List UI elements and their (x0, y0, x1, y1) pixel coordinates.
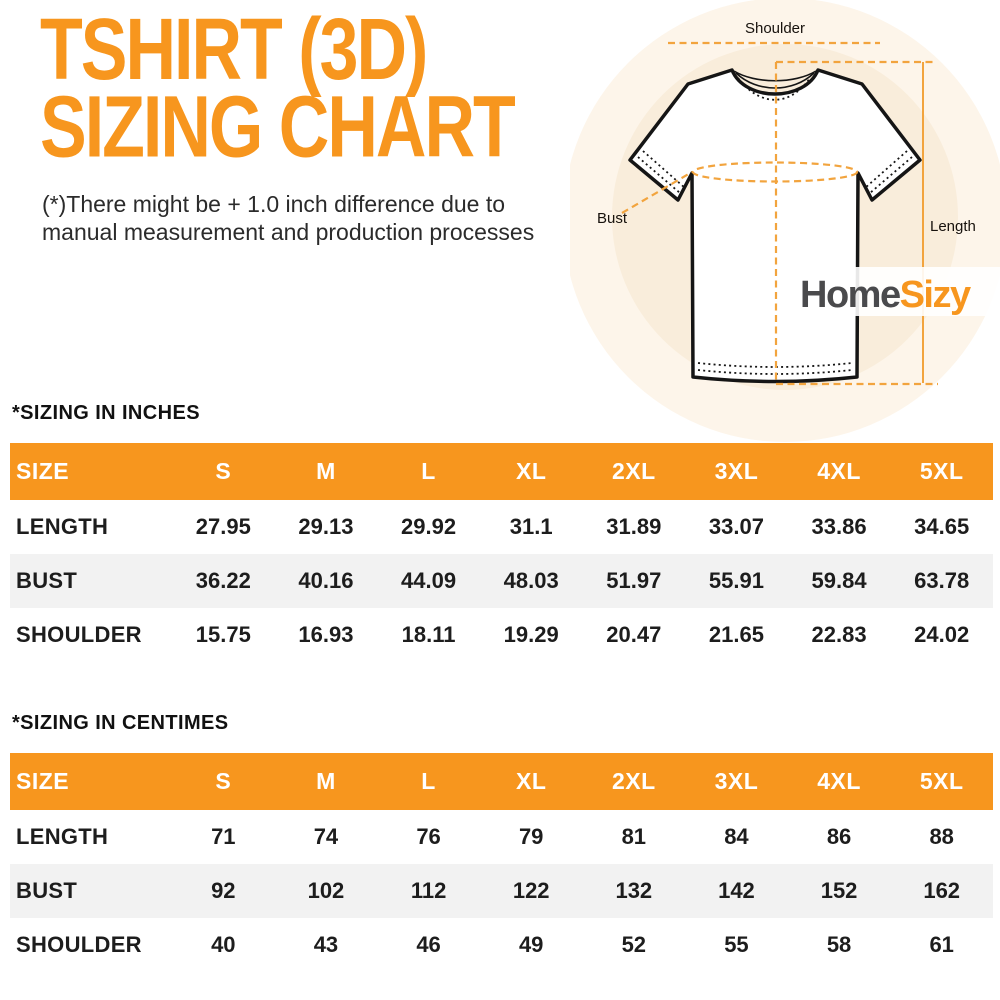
header-cell-l: L (377, 753, 480, 810)
tshirt-measurement-diagram (570, 0, 1000, 460)
header-cell-3xl: 3XL (685, 753, 788, 810)
shoulder-label: Shoulder (744, 20, 806, 37)
table-cell: 132 (583, 864, 686, 918)
table-row-bust (10, 864, 993, 918)
header-cell-m: M (275, 753, 378, 810)
table-cell: 19.29 (503, 622, 559, 647)
table-cell: 40 (211, 932, 236, 957)
table-cell: 51.97 (583, 554, 686, 608)
table-cell: 92 (172, 864, 275, 918)
table-cell: 31.89 (606, 514, 662, 539)
header-cell-4xl: 4XL (788, 753, 891, 810)
header-cell-s: S (172, 753, 275, 810)
row-label: LENGTH (16, 824, 109, 849)
header-cell-size: SIZE (10, 443, 172, 500)
header-cell-5xl: 5XL (890, 753, 993, 810)
table-cell: 18.11 (401, 622, 456, 647)
table-cell: 22.83 (811, 622, 867, 647)
centimeters-size-table (10, 753, 993, 972)
table-cell: 21.65 (708, 622, 764, 647)
brand-logo-home: Home (800, 274, 900, 316)
inches-section-title: *SIZING IN INCHES (12, 402, 200, 424)
inches-header-row (10, 443, 993, 500)
table-cell: 40.16 (275, 554, 378, 608)
table-cell: 88 (929, 824, 954, 849)
header-cell-5xl: 5XL (890, 443, 993, 500)
bust-label: Bust (597, 210, 628, 227)
table-cell: 71 (211, 824, 236, 849)
header-cell-size: SIZE (10, 753, 172, 810)
table-cell: 81 (621, 824, 647, 849)
length-label: Length (930, 218, 976, 235)
table-row-bust (10, 554, 993, 608)
disclaimer-line2: manual measurement and production processes (42, 219, 535, 245)
disclaimer-note (42, 190, 534, 246)
table-cell: 61 (929, 932, 954, 957)
table-cell: 49 (518, 932, 544, 957)
header-cell-4xl: 4XL (788, 443, 891, 500)
table-cell: 55.91 (685, 554, 788, 608)
row-label: BUST (10, 864, 172, 918)
table-cell: 29.13 (298, 514, 354, 539)
row-label: BUST (10, 554, 172, 608)
page-title (40, 0, 514, 175)
table-cell: 33.86 (811, 514, 867, 539)
table-cell: 24.02 (914, 622, 970, 647)
table-cell: 152 (788, 864, 891, 918)
header-cell-xl: XL (480, 443, 583, 500)
table-cell: 20.47 (606, 622, 662, 647)
header-cell-3xl: 3XL (685, 443, 788, 500)
table-cell: 16.93 (298, 622, 354, 647)
table-row-shoulder (10, 608, 993, 662)
table-cell: 74 (313, 824, 339, 849)
header-cell-2xl: 2XL (583, 753, 686, 810)
table-cell: 162 (890, 864, 993, 918)
table-row-length (10, 500, 993, 554)
table-cell: 44.09 (377, 554, 480, 608)
table-cell: 48.03 (480, 554, 583, 608)
centimeters-header-row (10, 753, 993, 810)
table-cell: 102 (275, 864, 378, 918)
table-cell: 15.75 (195, 622, 251, 647)
table-cell: 63.78 (890, 554, 993, 608)
table-cell: 79 (518, 824, 544, 849)
table-cell: 27.95 (195, 514, 251, 539)
table-cell: 59.84 (788, 554, 891, 608)
header-cell-s: S (172, 443, 275, 500)
row-label: SHOULDER (16, 932, 142, 957)
table-cell: 84 (724, 824, 749, 849)
table-cell: 122 (480, 864, 583, 918)
table-cell: 43 (313, 932, 339, 957)
table-cell: 58 (826, 932, 852, 957)
table-cell: 55 (724, 932, 749, 957)
table-cell: 52 (621, 932, 647, 957)
header-cell-2xl: 2XL (583, 443, 686, 500)
row-label: LENGTH (16, 514, 109, 539)
table-cell: 34.65 (914, 514, 970, 539)
table-cell: 31.1 (509, 514, 553, 539)
table-cell: 36.22 (172, 554, 275, 608)
table-cell: 142 (685, 864, 788, 918)
row-label: SHOULDER (16, 622, 142, 647)
page-title-line2: SIZING CHART (40, 77, 514, 175)
header-cell-xl: XL (480, 753, 583, 810)
page-title-line1: TSHIRT (3D) (40, 0, 427, 98)
table-cell: 29.92 (401, 514, 457, 539)
centimeters-section-title: *SIZING IN CENTIMES (12, 712, 229, 734)
table-row-length (10, 810, 993, 864)
disclaimer-line1: (*)There might be + 1.0 inch difference due to (42, 191, 506, 217)
table-cell: 76 (416, 824, 441, 849)
brand-logo (800, 274, 971, 316)
header-cell-l: L (377, 443, 480, 500)
table-cell: 33.07 (708, 514, 764, 539)
table-cell: 112 (377, 864, 480, 918)
table-cell: 86 (826, 824, 852, 849)
brand-logo-sizy: Sizy (899, 274, 970, 316)
header-cell-m: M (275, 443, 378, 500)
inches-size-table (10, 443, 993, 662)
table-cell: 46 (416, 932, 441, 957)
table-row-shoulder (10, 918, 993, 972)
